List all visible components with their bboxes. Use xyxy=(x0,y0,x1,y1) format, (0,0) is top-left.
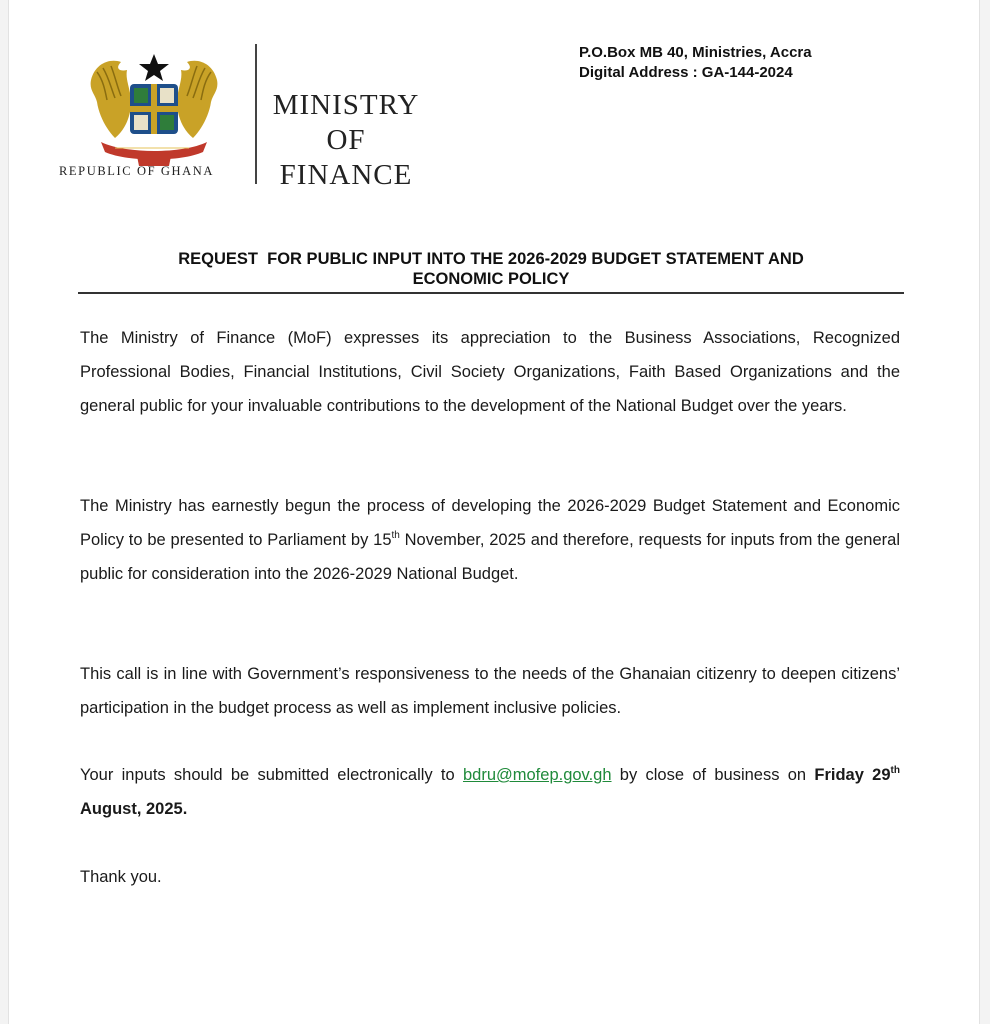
deadline-rest: August, 2025. xyxy=(80,800,188,818)
ministry-name-line-3: FINANCE xyxy=(279,159,413,191)
postal-address xyxy=(579,43,812,83)
submission-text-start: Your inputs should be submitted electronically to xyxy=(80,766,463,784)
paragraph-2-start: The Ministry has earnestly begun the process of developing the 2026-2029 Budget Statement and Economic Policy to be presented to Parliament by 15 xyxy=(80,497,900,549)
closing-text: Thank you. xyxy=(80,868,162,886)
submission-email-link[interactable]: bdru@mofep.gov.gh xyxy=(462,766,612,784)
ordinal-suffix: th xyxy=(391,530,400,541)
ghana-coat-of-arms-icon xyxy=(85,50,223,168)
paragraph-submission xyxy=(80,758,900,826)
document-title: REQUEST FOR PUBLIC INPUT INTO THE 2026-2029 BUDGET STATEMENT AND ECONOMIC POLICY xyxy=(178,250,804,288)
ministry-name-line-1: MINISTRY xyxy=(272,89,420,121)
deadline-ordinal: th xyxy=(890,765,900,776)
country-label: REPUBLIC OF GHANA xyxy=(59,164,214,178)
submission-text-middle: by close of business on xyxy=(611,766,815,784)
deadline-day: Friday 29 xyxy=(814,766,891,784)
ministry-name-line-2: OF xyxy=(326,124,366,156)
title-underline xyxy=(78,292,904,294)
paragraph-2-end: November, 2025 and therefore, requests for inputs from the general public for consideration into the 2026-2029 National Budget. xyxy=(80,531,900,583)
ministry-name xyxy=(261,88,431,193)
address-line-2: Digital Address : GA-144-2024 xyxy=(579,64,793,81)
letterhead-divider xyxy=(255,44,257,184)
address-line-1: P.O.Box MB 40, Ministries, Accra xyxy=(579,44,812,61)
paragraph-appreciation: The Ministry of Finance (MoF) expresses its appreciation to the Business Associations, Recognized Professional Bodies, Financial Institutions, Civil Society Organizations, Faith Based Organizations and the general public for your invaluable contributions to the development of the National Budget over the years. xyxy=(80,329,900,415)
paragraph-budget-process xyxy=(80,489,900,591)
paragraph-citizen-participation: This call is in line with Government’s responsiveness to the needs of the Ghanaian citizenry to deepen citizens’ participation in the budget process as well as implement inclusive policies. xyxy=(80,665,900,717)
